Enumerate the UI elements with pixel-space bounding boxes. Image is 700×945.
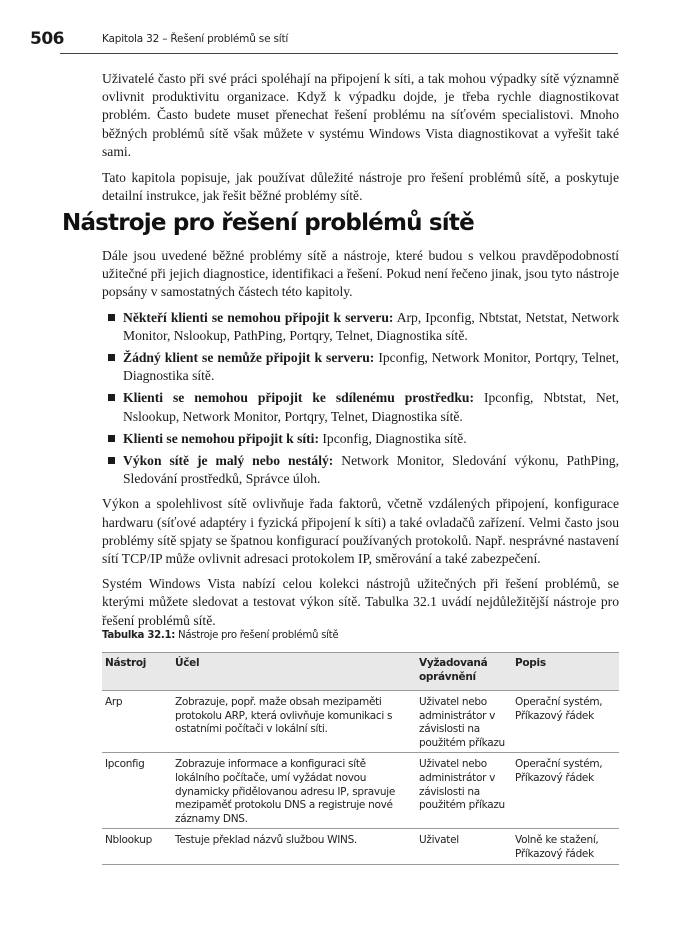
list-item-text: Ipconfig, Network Monitor, Portqry, Telnet, Diagnostika sítě. <box>123 350 620 384</box>
list-item-text: Arp, Ipconfig, Nbtstat, Netstat, Network Monitor, Nslookup, PathPing, Portqry, Telnet, Diagnostika sítě. <box>123 309 619 343</box>
cell-permissions: Uživatel nebo administrátor v závislosti na použitém příkazu <box>416 691 512 753</box>
column-header-permissions: Vyžadovaná oprávnění <box>416 653 512 691</box>
list-item-text: Network Monitor, Sledování výkonu, PathPing, Sledování prostředků, Správce úloh. <box>123 453 619 487</box>
running-head: Kapitola 32 – Řešení problémů se sítí <box>102 33 289 45</box>
list-item-term: Klienti se nemohou připojit k síti: <box>123 430 319 446</box>
tools-table <box>102 652 619 865</box>
list-item-term: Výkon sítě je malý nebo nestálý: <box>123 453 334 469</box>
square-bullet-icon <box>108 314 115 321</box>
intro-paragraph: Tato kapitola popisuje, jak používat důležité nástroje pro řešení problémů sítě, a poskytuje detailní instrukce, jak řešit běžné problémy sítě. <box>102 170 619 204</box>
section-lead-paragraph: Dále jsou uvedené běžné problémy sítě a nástroje, které budou s velkou pravděpodobností užitečné při jejich diagnostice, identifikaci a řešení. Pokud není řečeno jinak, jsou tyto nástroje popsány v samostatných částech této kapitoly. <box>102 248 619 300</box>
cell-permissions: Uživatel nebo administrátor v závislosti na použitém příkazu <box>416 753 512 829</box>
column-header-tool: Nástroj <box>102 653 172 691</box>
square-bullet-icon <box>108 435 115 442</box>
list-item-text: Ipconfig, Diagnostika sítě. <box>319 430 467 446</box>
list-item-term: Klienti se nemohou připojit ke sdílenému prostředku: <box>123 390 474 406</box>
list-item <box>102 430 619 448</box>
table-row <box>102 829 619 864</box>
intro-paragraph: Uživatelé často při své práci spoléhají na připojení k síti, a tak mohou výpadky sítě významně ovlivnit produktivitu organizace. Když k výpadku dojde, je třeba rychle diagnostikovat problém. Často budete muset přenechat řešení problému na síťovém specialistovi. Mnoho běžných problémů sítě však můžete v systému Windows Vista diagnostikovat a vyřešit také sami. <box>102 71 619 159</box>
cell-tool: Ipconfig <box>102 753 172 829</box>
header-rule <box>60 53 618 54</box>
table-row <box>102 691 619 753</box>
list-item-term: Někteří klienti se nemohou připojit k serveru: <box>123 309 394 325</box>
column-header-description: Popis <box>512 653 619 691</box>
problem-tool-list <box>102 309 619 489</box>
body-paragraph: Výkon a spolehlivost sítě ovlivňuje řada faktorů, včetně vzdálených připojení, konfigurace hardwaru (síťové adaptéry i fyzická připojení k síti) a také ovladačů zařízení. Velmi často jsou problémy sítě spjaty se špatnou konfigurací používaných protokolů. Např. nesprávné nastavení sítí TCP/IP může ovlivnit adresaci protokolem IP, směrování a také zabezpečení. <box>102 496 619 567</box>
section-body <box>102 247 619 637</box>
list-item <box>102 389 619 425</box>
square-bullet-icon <box>108 354 115 361</box>
cell-description: Operační systém, Příkazový řádek <box>512 753 619 829</box>
cell-description: Volně ke stažení, Příkazový řádek <box>512 829 619 864</box>
section-heading: Nástroje pro řešení problémů sítě <box>62 210 474 236</box>
list-item <box>102 309 619 345</box>
list-item-term: Žádný klient se nemůže připojit k serveru: <box>123 350 375 366</box>
cell-purpose: Testuje překlad názvů službou WINS. <box>172 829 416 864</box>
cell-purpose: Zobrazuje informace a konfiguraci sítě lokálního počítače, umí vyžádat novou dynamicky přidělovanou adresu IP, spravuje mezipaměť protokolu DNS a registruje nové záznamy DNS. <box>172 753 416 829</box>
table-caption-label: Tabulka 32.1: <box>102 630 176 641</box>
cell-purpose: Zobrazuje, popř. maže obsah mezipaměti protokolu ARP, která ovlivňuje komunikaci s ostatními počítači v lokální síti. <box>172 691 416 753</box>
square-bullet-icon <box>108 457 115 464</box>
page-number: 506 <box>30 29 64 49</box>
list-item <box>102 349 619 385</box>
column-header-purpose: Účel <box>172 653 416 691</box>
table-header-row <box>102 653 619 691</box>
cell-tool: Nblookup <box>102 829 172 864</box>
cell-description: Operační systém, Příkazový řádek <box>512 691 619 753</box>
table-row <box>102 753 619 829</box>
list-item-text: Ipconfig, Nbtstat, Net, Nslookup, Network Monitor, Portqry, Telnet, Diagnostika sítě. <box>123 390 619 424</box>
cell-tool: Arp <box>102 691 172 753</box>
table-caption <box>102 630 338 641</box>
intro-section <box>102 70 619 213</box>
cell-permissions: Uživatel <box>416 829 512 864</box>
list-item <box>102 452 619 488</box>
table-caption-text: Nástroje pro řešení problémů sítě <box>175 630 339 641</box>
body-paragraph: Systém Windows Vista nabízí celou kolekci nástrojů užitečných při řešení problémů, se kterými můžete sledovat a testovat výkon sítě. Tabulka 32.1 uvádí nejdůležitější nástroje pro řešení problémů sítě. <box>102 576 619 628</box>
square-bullet-icon <box>108 394 115 401</box>
